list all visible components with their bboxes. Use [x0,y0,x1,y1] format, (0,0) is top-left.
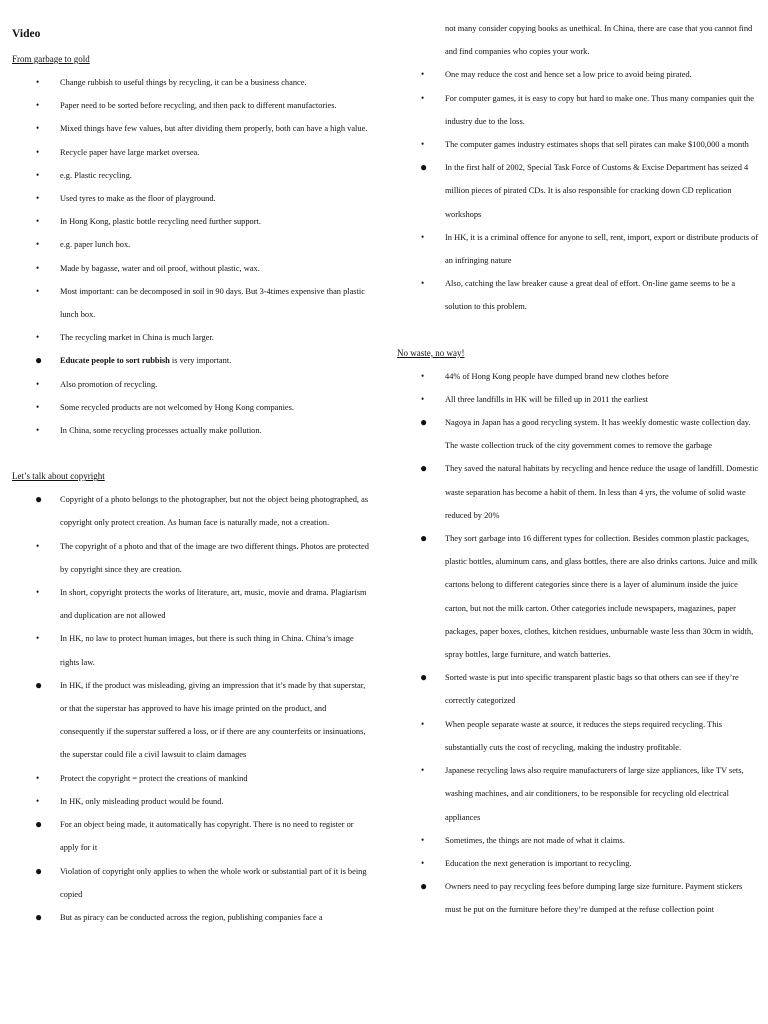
garbage-list [12,71,372,442]
bullet-icon: ● [35,909,43,924]
bold-phrase: Educate people to sort rubbish [60,356,170,366]
list-item: • Recycle paper have large market oversea. [12,141,372,164]
list-item: • Some recycled products are not welcomed by Hong Kong companies. [12,396,372,419]
bullet-icon: • [36,193,40,204]
list-item: • Protect the copyright = protect the creations of mankind [12,767,372,790]
bullet-icon: ● [420,415,428,430]
list-item: • Made by bagasse, water and oil proof, without plastic, wax. [12,257,372,280]
list-item: ● They sort garbage into 16 different types for collection. Besides common plastic packages, plastic bottles, aluminum cans, and glass bottles, there are also drinks cartons. Juice and milk cartons belong to different categories since there is a layer of aluminum inside the juice carton, but not the milk carton. Other categories include newspapers, magazines, paper packages, paper boxes, clothes, kitchen residues, unburnable waste less than 30cm in width, spray bottles, large furniture, and watch batteries. [397,527,759,666]
bullet-icon: ● [420,670,428,685]
bullet-icon: • [36,262,40,273]
list-item: ● Nagoya in Japan has a good recycling system. It has weekly domestic waste collection day. The waste collection truck of the city government comes to remove the garbage [397,411,759,457]
list-item: • Mixed things have few values, but after dividing them properly, both can have a high value. [12,117,372,140]
bullet-icon: ● [35,863,43,878]
list-item: • The computer games industry estimates shops that sell pirates can make $100,000 a month [397,133,759,156]
bullet-icon: • [36,285,40,296]
list-item: • e.g. Plastic recycling. [12,164,372,187]
bullet-icon: • [36,216,40,227]
bullet-icon: • [36,425,40,436]
copyright-list-continued [397,63,759,318]
list-item: • In Hong Kong, plastic bottle recycling need further support. [12,210,372,233]
list-item: ● Copyright of a photo belongs to the photographer, but not the object being photographed, as copyright only protect creation. As human face is naturally made, not a creation. [12,488,372,534]
list-item: ● Violation of copyright only applies to when the whole work or substantial part of it is being copied [12,860,372,906]
bullet-icon: • [421,370,425,381]
list-item: • In HK, no law to protect human images, but there is such thing in China. China’s image rights law. [12,627,372,673]
list-item: • Most important: can be decomposed in soil in 90 days. But 3-4times expensive than plastic lunch box. [12,280,372,326]
bullet-icon: • [36,239,40,250]
bullet-icon: • [36,123,40,134]
waste-list [397,365,759,922]
bullet-icon: ● [420,879,428,894]
bullet-icon: • [36,378,40,389]
list-item: • Used tyres to make as the floor of playground. [12,187,372,210]
list-item: ● But as piracy can be conducted across the region, publishing companies face a [12,906,372,929]
bullet-icon: • [36,169,40,180]
list-item: • Sometimes, the things are not made of what it claims. [397,829,759,852]
bullet-icon: • [421,139,425,150]
bullet-icon: • [36,332,40,343]
list-item: • Change rubbish to useful things by recycling, it can be a business chance. [12,71,372,94]
bullet-icon: • [36,795,40,806]
bullet-icon: ● [35,353,43,368]
list-item: • Education the next generation is important to recycling. [397,852,759,875]
list-item: • When people separate waste at source, it reduces the steps required recycling. This substantially cuts the cost of recycling, making the industry profitable. [397,713,759,759]
list-item: • In HK, it is a criminal offence for anyone to sell, rent, import, export or distribute products of an infringing nature [397,226,759,272]
list-item: • All three landfills in HK will be filled up in 2011 the earliest [397,388,759,411]
bullet-icon: • [36,633,40,644]
list-item: • Japanese recycling laws also require manufacturers of large size appliances, like TV sets, washing machines, and air conditioners, to be responsible for recycling old electrical appliances [397,759,759,829]
bullet-icon: ● [35,492,43,507]
section-heading-garbage: From garbage to gold [12,54,90,64]
bullet-icon: ● [420,531,428,546]
bullet-icon: • [36,587,40,598]
right-column [397,0,759,922]
list-item: ● In the first half of 2002, Special Task Force of Customs & Excise Department has seized 4 million pieces of pirated CDs. It is also responsible for cracking down CD replication workshops [397,156,759,226]
bullet-icon: • [421,834,425,845]
bullet-icon: • [36,100,40,111]
bullet-icon: • [421,231,425,242]
bullet-icon: ● [420,160,428,175]
list-item: • For computer games, it is easy to copy but hard to make one. Thus many companies quit the industry due to the loss. [397,87,759,133]
bullet-icon: • [36,401,40,412]
list-item: • In short, copyright protects the works of literature, art, music, movie and drama. Plagiarism and duplication are not allowed [12,581,372,627]
list-item: • 44% of Hong Kong people have dumped brand new clothes before [397,365,759,388]
left-column [12,0,372,929]
bullet-icon: • [36,540,40,551]
list-item: ● Owners need to pay recycling fees before dumping large size furniture. Payment stickers must be put on the furniture before they’re dumped at the refuse collection point [397,875,759,921]
list-item: • Paper need to be sorted before recycling, and then pack to different manufactories. [12,94,372,117]
list-item: • In HK, only misleading product would be found. [12,790,372,813]
list-item: • One may reduce the cost and hence set a low price to avoid being pirated. [397,63,759,86]
bullet-icon: • [421,765,425,776]
list-item: ● Educate people to sort rubbish is very important. [12,349,372,372]
list-item: ● In HK, if the product was misleading, giving an impression that it’s made by that superstar, or that the superstar has approved to have his image printed on the product, and consequently if the superstar suffered a loss, or if there are any counterfeits or insinuations, the superstar could file a civil lawsuit to claim damages [12,674,372,767]
bullet-icon: ● [35,677,43,692]
list-item: ● For an object being made, it automatically has copyright. There is no need to register or apply for it [12,813,372,859]
bullet-icon: • [421,393,425,404]
list-item: • The copyright of a photo and that of the image are two different things. Photos are protected by copyright since they are creation. [12,535,372,581]
bullet-icon: • [421,69,425,80]
list-item: ● They saved the natural habitats by recycling and hence reduce the usage of landfill. Domestic waste separation has become a habit of them. In less than 4 yrs, the volume of solid waste reduced by 20% [397,457,759,527]
section-heading-waste: No waste, no way! [397,347,465,358]
copyright-list [12,488,372,929]
list-item: • e.g. paper lunch box. [12,233,372,256]
bullet-icon: • [421,278,425,289]
bullet-icon: • [36,77,40,87]
list-item: • Also promotion of recycling. [12,373,372,396]
list-item: • The recycling market in China is much larger. [12,326,372,349]
bullet-icon: ● [420,461,428,476]
bullet-icon: • [421,92,425,103]
list-item: • In China, some recycling processes actually make pollution. [12,419,372,442]
bullet-icon: • [421,718,425,729]
page-title: Video [12,28,41,40]
continued-paragraph: not many consider copying books as unethical. In China, there are case that you cannot find and find companies who copies your work. [445,24,753,57]
bullet-icon: • [36,146,40,157]
bullet-icon: ● [35,817,43,832]
list-item: • Also, catching the law breaker cause a great deal of effort. On-line game seems to be a solution to this problem. [397,272,759,318]
bullet-icon: • [421,857,425,868]
list-item: ● Sorted waste is put into specific transparent plastic bags so that others can see if they’re correctly categorized [397,666,759,712]
section-heading-copyright: Let’s talk about copyright [12,471,105,482]
bullet-icon: • [36,772,40,783]
